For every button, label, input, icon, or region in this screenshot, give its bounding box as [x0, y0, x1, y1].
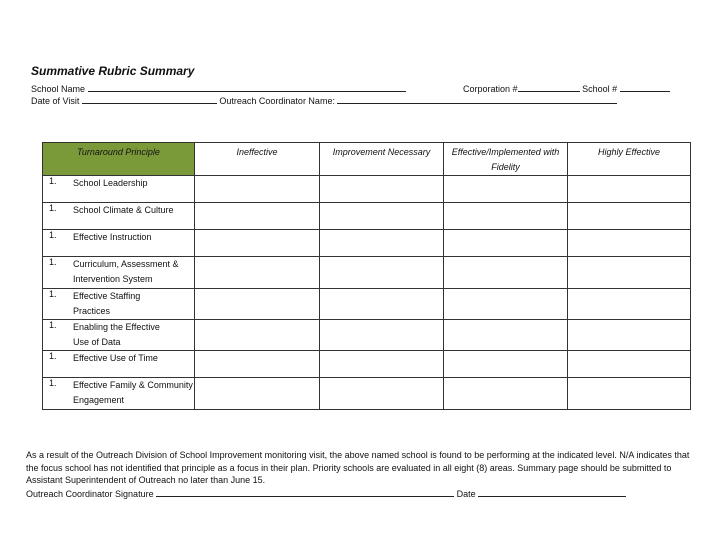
form-title: Summative Rubric Summary — [31, 64, 195, 78]
school-number-field[interactable] — [620, 82, 670, 92]
rating-cell[interactable] — [444, 320, 568, 351]
school-name-row — [31, 82, 406, 94]
col-header-ineffective: Ineffective — [195, 143, 320, 176]
coordinator-name-label: Outreach Coordinator Name: — [219, 96, 335, 106]
rating-cell[interactable] — [195, 289, 320, 320]
col-header-principle: Turnaround Principle — [43, 143, 195, 176]
table-row — [43, 378, 691, 410]
principle-cell: 1. Effective Staffing Practices — [43, 289, 195, 320]
principle-cell: 1. School Climate & Culture — [43, 203, 195, 230]
signature-field[interactable] — [156, 487, 454, 497]
rating-cell[interactable] — [195, 378, 320, 410]
table-row — [43, 320, 691, 351]
rating-cell[interactable] — [568, 203, 691, 230]
rating-cell[interactable] — [320, 203, 444, 230]
table-row — [43, 176, 691, 203]
rating-cell[interactable] — [568, 230, 691, 257]
corporation-label: Corporation # — [463, 84, 518, 94]
signature-date-label: Date — [456, 488, 476, 499]
date-of-visit-label: Date of Visit — [31, 96, 80, 106]
rating-cell[interactable] — [568, 351, 691, 378]
rating-cell[interactable] — [568, 257, 691, 289]
rating-cell[interactable] — [444, 351, 568, 378]
table-row — [43, 203, 691, 230]
signature-label: Outreach Coordinator Signature — [26, 488, 154, 499]
table-row — [43, 351, 691, 378]
signature-row — [26, 487, 696, 501]
col-header-improvement: Improvement Necessary — [320, 143, 444, 176]
rating-cell[interactable] — [320, 289, 444, 320]
principle-cell: 1. Effective Family & Community Engagement — [43, 378, 195, 410]
rating-cell[interactable] — [444, 289, 568, 320]
rating-cell[interactable] — [444, 257, 568, 289]
col-header-effective: Effective/Implemented with Fidelity — [444, 143, 568, 176]
rating-cell[interactable] — [320, 351, 444, 378]
rating-cell[interactable] — [195, 257, 320, 289]
table-header-row — [43, 143, 691, 176]
coordinator-name-field[interactable] — [337, 94, 617, 104]
corporation-row — [463, 82, 670, 94]
table-row — [43, 230, 691, 257]
rating-cell[interactable] — [444, 378, 568, 410]
rating-cell[interactable] — [320, 378, 444, 410]
principle-cell: 1. Effective Use of Time — [43, 351, 195, 378]
principle-cell: 1. Curriculum, Assessment & Intervention System — [43, 257, 195, 289]
rating-cell[interactable] — [195, 320, 320, 351]
footer — [26, 449, 696, 500]
date-row — [31, 94, 617, 106]
rating-cell[interactable] — [568, 289, 691, 320]
principle-cell: 1. Enabling the Effective Use of Data — [43, 320, 195, 351]
rating-cell[interactable] — [444, 230, 568, 257]
principle-cell: 1. Effective Instruction — [43, 230, 195, 257]
rating-cell[interactable] — [568, 176, 691, 203]
rating-cell[interactable] — [320, 257, 444, 289]
signature-date-field[interactable] — [478, 487, 626, 497]
rubric-table — [42, 142, 691, 410]
rating-cell[interactable] — [444, 176, 568, 203]
corporation-field[interactable] — [518, 82, 580, 92]
rating-cell[interactable] — [320, 176, 444, 203]
rating-cell[interactable] — [195, 351, 320, 378]
rating-cell[interactable] — [320, 230, 444, 257]
table-row — [43, 289, 691, 320]
footer-paragraph: As a result of the Outreach Division of School Improvement monitoring visit, the above named school is found to be performing at the indicated level. N/A indicates that the focus school has not identified that principle as a focus in their plan. Priority schools are evaluated in all eight (8) areas. Summary page should be submitted to Assistant Superintendent of Outreach no later than June 15. — [26, 450, 690, 485]
rating-cell[interactable] — [444, 203, 568, 230]
rating-cell[interactable] — [195, 176, 320, 203]
col-header-highly-effective: Highly Effective — [568, 143, 691, 176]
table-row — [43, 257, 691, 289]
rating-cell[interactable] — [320, 320, 444, 351]
rating-cell[interactable] — [195, 203, 320, 230]
rating-cell[interactable] — [568, 320, 691, 351]
rating-cell[interactable] — [568, 378, 691, 410]
school-number-label: School # — [582, 84, 618, 94]
school-name-label: School Name — [31, 84, 86, 94]
date-of-visit-field[interactable] — [82, 94, 217, 104]
school-name-field[interactable] — [88, 82, 406, 92]
principle-cell: 1. School Leadership — [43, 176, 195, 203]
rating-cell[interactable] — [195, 230, 320, 257]
